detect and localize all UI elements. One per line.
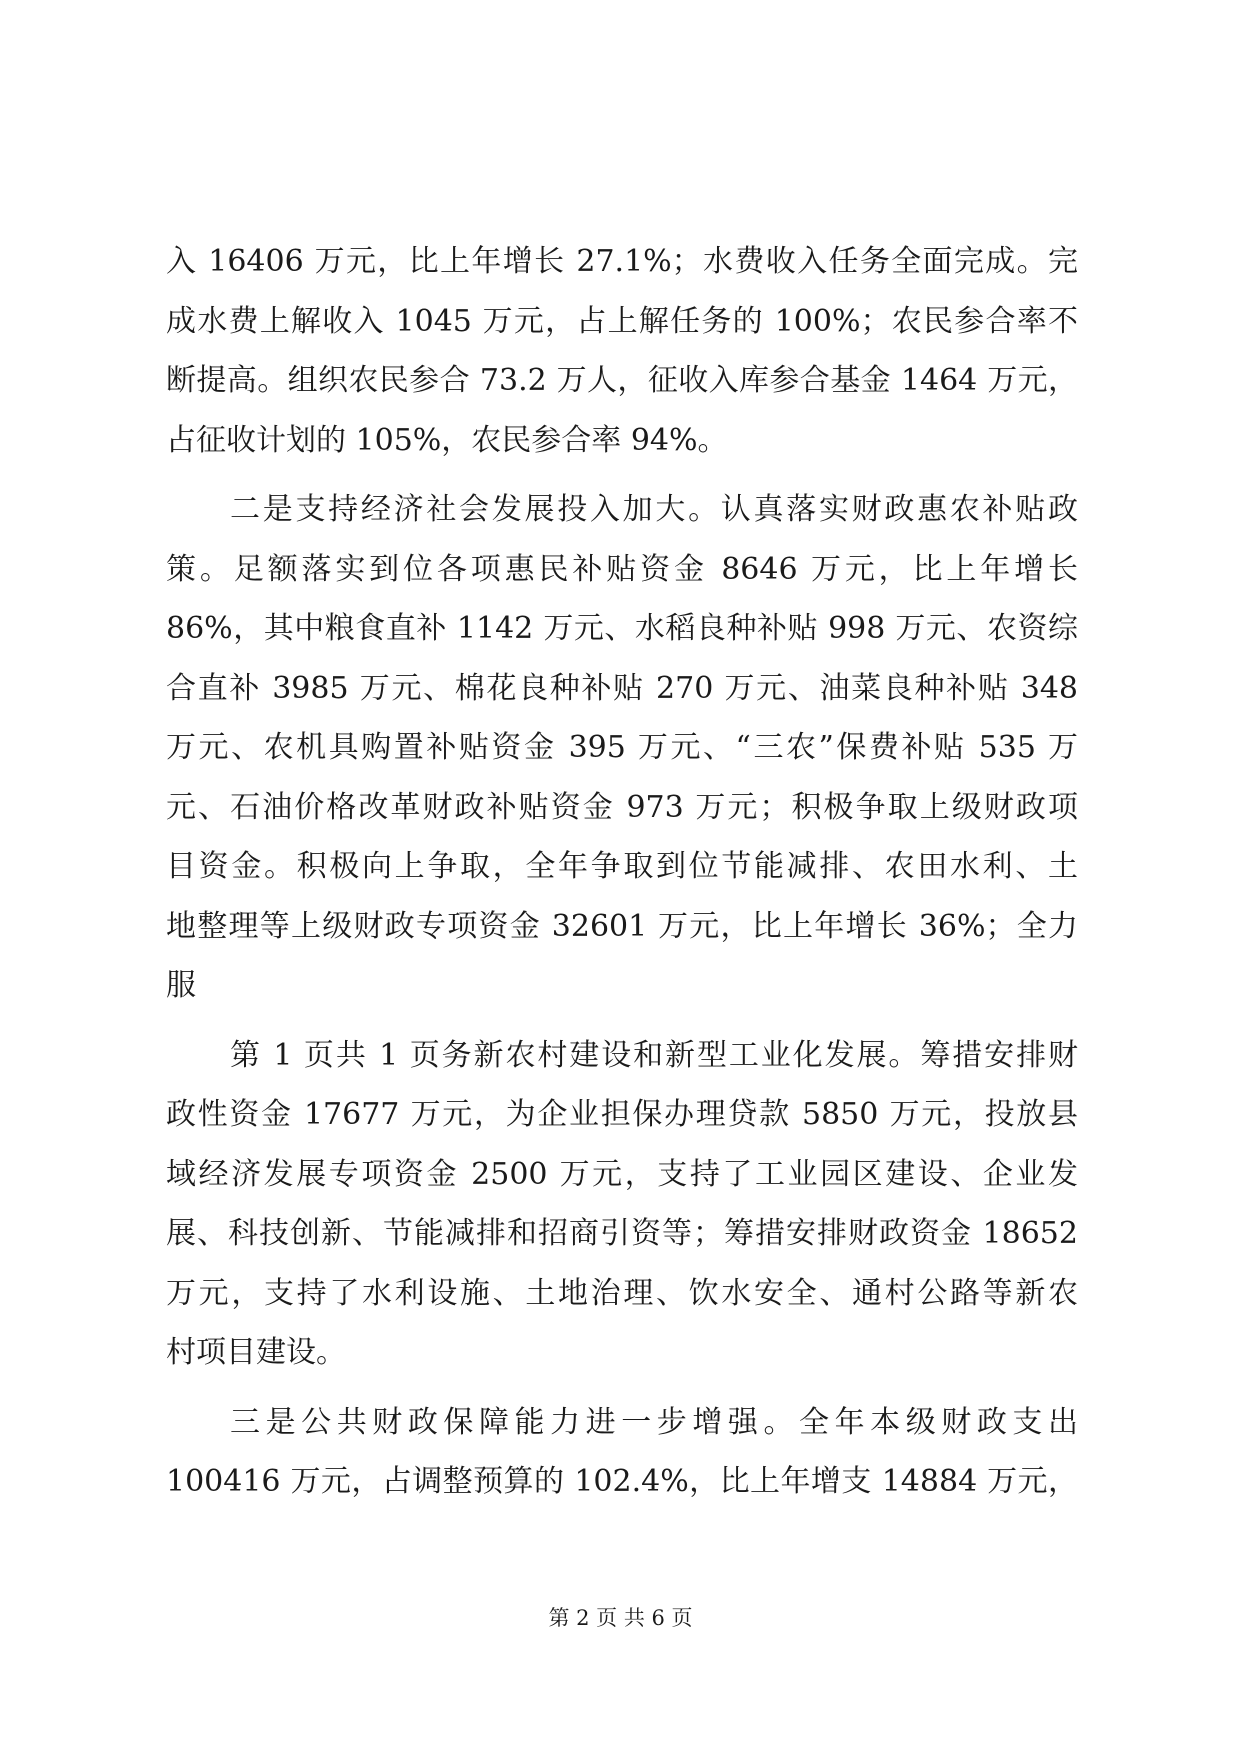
body-line: 断提高。组织农民参合 73.2 万人，征收入库参合基金 1464 万元，	[166, 363, 1078, 398]
paragraph-start-line: 二是支持经济社会发展投入加大。认真落实财政惠农补贴政	[230, 492, 1078, 527]
page-footer: 第 2 页 共 6 页	[548, 1606, 693, 1630]
body-line: 86%，其中粮食直补 1142 万元、水稻良种补贴 998 万元、农资综	[166, 611, 1078, 646]
body-line: 目资金。积极向上争取，全年争取到位节能减排、农田水利、土	[166, 849, 1078, 884]
body-line: 地整理等上级财政专项资金 32601 万元，比上年增长 36%；全力	[166, 908, 1078, 944]
body-line: 100416 万元，占调整预算的 102.4%，比上年增支 14884 万元，	[166, 1464, 1078, 1499]
body-line: 策。足额落实到位各项惠民补贴资金 8646 万元，比上年增长	[166, 551, 1078, 587]
document-body	[166, 232, 1078, 1512]
body-line: 元、石油价格改革财政补贴资金 973 万元；积极争取上级财政项	[166, 789, 1078, 825]
body-line: 占征收计划的 105%，农民参合率 94%。	[166, 422, 728, 458]
body-line: 展、科技创新、节能减排和招商引资等；筹措安排财政资金 18652	[166, 1216, 1078, 1251]
paragraph-start-line: 三是公共财政保障能力进一步增强。全年本级财政支出	[230, 1404, 1078, 1440]
body-line: 万元，支持了水利设施、土地治理、饮水安全、通村公路等新农	[166, 1275, 1078, 1311]
body-line: 成水费上解收入 1045 万元，占上解任务的 100%；农民参合率不	[166, 303, 1078, 339]
paragraph-start-line: 第 1 页共 1 页务新农村建设和新型工业化发展。筹措安排财	[230, 1037, 1078, 1073]
body-line: 合直补 3985 万元、棉花良种补贴 270 万元、油菜良种补贴 348	[166, 670, 1078, 706]
body-line: 万元、农机具购置补贴资金 395 万元、“三农”保费补贴 535 万	[166, 730, 1078, 765]
body-line: 村项目建设。	[166, 1335, 346, 1370]
body-line: 服	[166, 968, 196, 1003]
body-line: 政性资金 17677 万元，为企业担保办理贷款 5850 万元，投放县	[166, 1097, 1078, 1132]
body-line: 入 16406 万元，比上年增长 27.1%；水费收入任务全面完成。完	[166, 244, 1078, 279]
body-line: 域经济发展专项资金 2500 万元，支持了工业园区建设、企业发	[166, 1156, 1078, 1192]
